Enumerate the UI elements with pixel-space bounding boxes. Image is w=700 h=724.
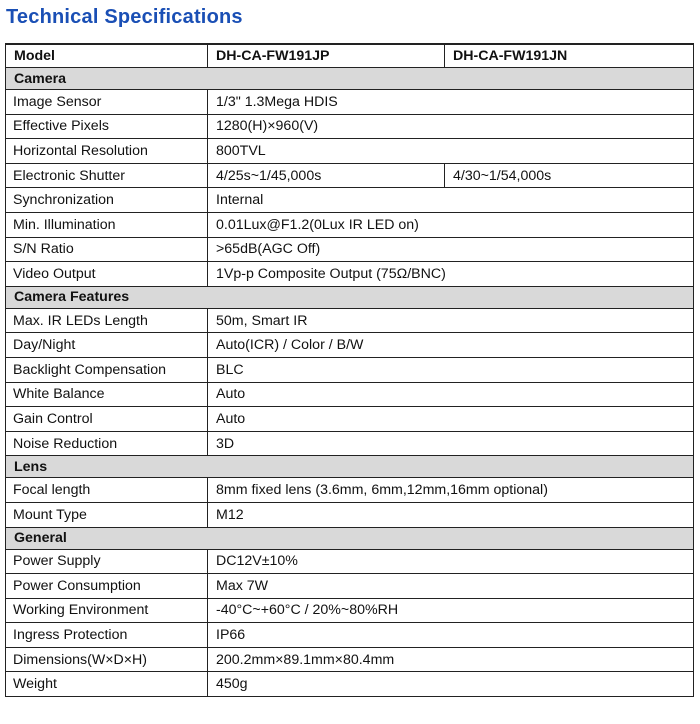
spec-label: S/N Ratio	[6, 237, 208, 262]
spec-row	[6, 90, 694, 115]
spec-row	[6, 502, 694, 527]
spec-value: 8mm fixed lens (3.6mm, 6mm,12mm,16mm optional)	[208, 478, 694, 503]
spec-row	[6, 598, 694, 623]
spec-value: Internal	[208, 188, 694, 213]
section-row	[6, 527, 694, 549]
spec-label: Day/Night	[6, 333, 208, 358]
spec-value: Auto	[208, 407, 694, 432]
spec-row	[6, 574, 694, 599]
section-row	[6, 68, 694, 90]
spec-row	[6, 212, 694, 237]
spec-value: 4/25s~1/45,000s	[208, 163, 445, 188]
spec-row	[6, 431, 694, 456]
spec-label: White Balance	[6, 382, 208, 407]
spec-value: IP66	[208, 623, 694, 648]
spec-value: 1Vp-p Composite Output (75Ω/BNC)	[208, 262, 694, 287]
spec-row	[6, 407, 694, 432]
header-row	[6, 44, 694, 68]
section-row	[6, 286, 694, 308]
spec-value: 1/3" 1.3Mega HDIS	[208, 90, 694, 115]
spec-value: Auto(ICR) / Color / B/W	[208, 333, 694, 358]
spec-row	[6, 114, 694, 139]
spec-label: Image Sensor	[6, 90, 208, 115]
spec-label: Working Environment	[6, 598, 208, 623]
spec-label: Dimensions(W×D×H)	[6, 647, 208, 672]
spec-value: 800TVL	[208, 139, 694, 164]
spec-value: M12	[208, 502, 694, 527]
spec-row	[6, 357, 694, 382]
spec-label: Horizontal Resolution	[6, 139, 208, 164]
spec-label: Backlight Compensation	[6, 357, 208, 382]
page-title: Technical Specifications	[6, 6, 243, 28]
spec-row	[6, 308, 694, 333]
spec-row	[6, 647, 694, 672]
spec-label: Min. Illumination	[6, 212, 208, 237]
spec-label: Power Consumption	[6, 574, 208, 599]
spec-row	[6, 623, 694, 648]
spec-table	[5, 43, 694, 697]
spec-value: 50m, Smart IR	[208, 308, 694, 333]
spec-row	[6, 333, 694, 358]
spec-value: BLC	[208, 357, 694, 382]
spec-value: DC12V±10%	[208, 549, 694, 574]
spec-value: Max 7W	[208, 574, 694, 599]
spec-label: Power Supply	[6, 549, 208, 574]
spec-row	[6, 163, 694, 188]
spec-value: 3D	[208, 431, 694, 456]
spec-value: Auto	[208, 382, 694, 407]
spec-row	[6, 382, 694, 407]
section-row	[6, 456, 694, 478]
spec-label: Ingress Protection	[6, 623, 208, 648]
section-title: Camera Features	[6, 286, 694, 308]
spec-row	[6, 549, 694, 574]
spec-value: 1280(H)×960(V)	[208, 114, 694, 139]
spec-row	[6, 139, 694, 164]
spec-row	[6, 188, 694, 213]
header-model-jn: DH-CA-FW191JN	[445, 44, 694, 68]
spec-row	[6, 262, 694, 287]
spec-label: Video Output	[6, 262, 208, 287]
section-title: Lens	[6, 456, 694, 478]
spec-value: 450g	[208, 672, 694, 697]
spec-label: Gain Control	[6, 407, 208, 432]
spec-label: Max. IR LEDs Length	[6, 308, 208, 333]
spec-label: Focal length	[6, 478, 208, 503]
header-model: Model	[6, 44, 208, 68]
spec-row	[6, 478, 694, 503]
spec-row	[6, 672, 694, 697]
spec-value: 0.01Lux@F1.2(0Lux IR LED on)	[208, 212, 694, 237]
spec-row	[6, 237, 694, 262]
spec-label: Effective Pixels	[6, 114, 208, 139]
spec-label: Noise Reduction	[6, 431, 208, 456]
spec-label: Mount Type	[6, 502, 208, 527]
spec-value: -40°C~+60°C / 20%~80%RH	[208, 598, 694, 623]
section-title: General	[6, 527, 694, 549]
spec-value: 200.2mm×89.1mm×80.4mm	[208, 647, 694, 672]
spec-label: Weight	[6, 672, 208, 697]
spec-label: Synchronization	[6, 188, 208, 213]
spec-value: >65dB(AGC Off)	[208, 237, 694, 262]
section-title: Camera	[6, 68, 694, 90]
header-model-jp: DH-CA-FW191JP	[208, 44, 445, 68]
spec-value-alt: 4/30~1/54,000s	[445, 163, 694, 188]
spec-label: Electronic Shutter	[6, 163, 208, 188]
